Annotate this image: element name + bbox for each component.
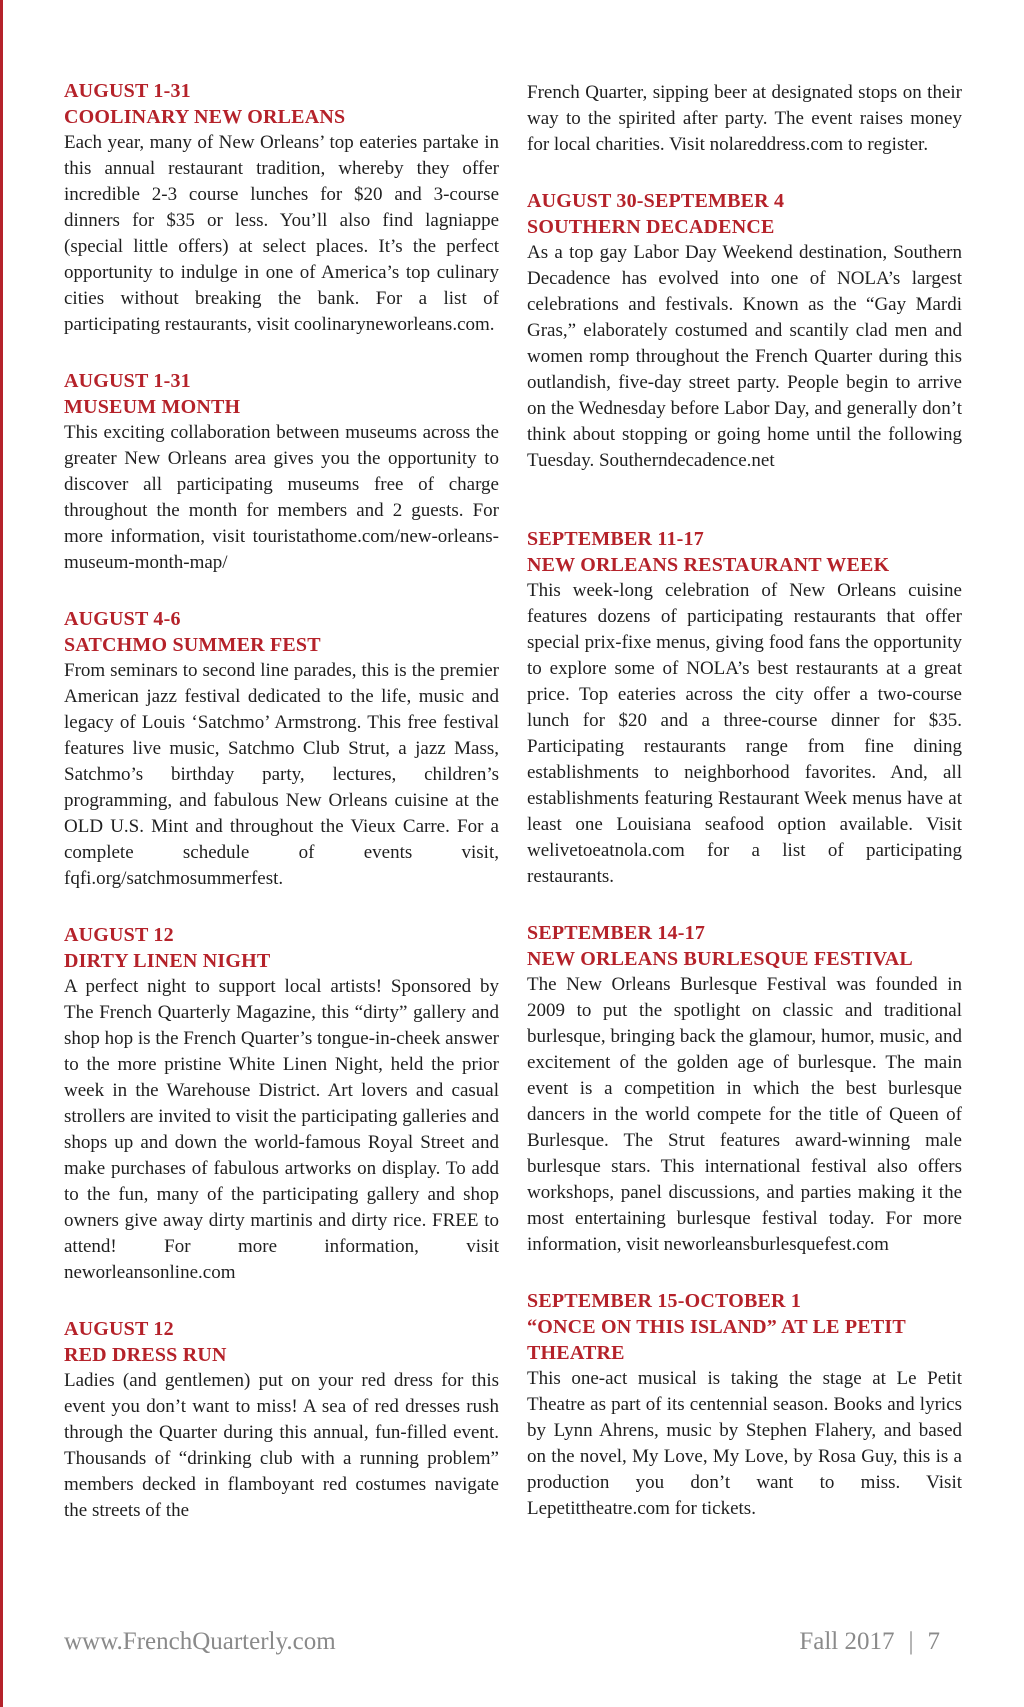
footer-issue-info <box>799 1628 940 1656</box>
event-date: AUGUST 12 <box>64 924 174 946</box>
event-restaurant-week <box>527 526 962 890</box>
event-date: AUGUST 4-6 <box>64 608 181 630</box>
page-edge-bar <box>0 0 3 1707</box>
event-title: “ONCE ON THIS ISLAND” AT LE PETIT THEATRE <box>527 1316 906 1364</box>
event-date: SEPTEMBER 11-17 <box>527 528 704 550</box>
event-date: AUGUST 30-SEPTEMBER 4 <box>527 190 785 212</box>
event-description: From seminars to second line parades, this is the premier American jazz festival dedicated to the life, music and legacy of Louis ‘Satchmo’ Armstrong. This free festival features live music, Satchmo Club Strut, a jazz Mass, Satchmo’s birthday party, lectures, children’s programming, and fabulous New Orleans cuisine at the OLD U.S. Mint and throughout the Vieux Carre. For a complete schedule of events visit, fqfi.org/satchmosummerfest. <box>64 660 499 889</box>
event-description: A perfect night to support local artists! Sponsored by The French Quarterly Magazine, this “dirty” gallery and shop hop is the French Quarter’s tongue-in-cheek answer to the more pristine White Linen Night, held the prior week in the Warehouse District. Art lovers and casual strollers are invited to visit the participating galleries and shops up and down the world-famous Royal Street and make purchases of fabulous artworks on display. To add to the fun, many of the participating gallery and shop owners give away dirty martinis and dirty rice. FREE to attend! For more information, visit neworleansonline.com <box>64 976 499 1283</box>
left-column <box>64 78 499 1554</box>
event-description: As a top gay Labor Day Weekend destination, Southern Decadence has evolved into one of NOLA’s largest celebrations and festivals. Known as the “Gay Mardi Gras,” elaborately costumed and scantily clad men and women romp throughout the French Quarter during this outlandish, five-day street party. People begin to arrive on the Wednesday before Labor Day, and generally don’t think about stopping or going home until the following Tuesday. Southerndecadence.net <box>527 242 962 471</box>
event-description: This exciting collaboration between museums across the greater New Orleans area gives you the opportunity to discover all participating museums free of charge throughout the month for members and 2 guests. For more information, visit touristathome.com/new-orleans-museum-month-map/ <box>64 422 499 573</box>
event-once-on-this-island <box>527 1288 962 1522</box>
event-date: AUGUST 12 <box>64 1318 174 1340</box>
event-red-dress-run <box>64 1316 499 1524</box>
footer-website: www.FrenchQuarterly.com <box>64 1628 336 1655</box>
event-coolinary <box>64 78 499 338</box>
footer-issue: Fall 2017 <box>799 1628 895 1655</box>
event-description: This one-act musical is taking the stage at Le Petit Theatre as part of its centennial season. Books and lyrics by Lynn Ahrens, music by Stephen Flahery, and based on the novel, My Love, My Love, by Rosa Guy, this is a production you don’t want to miss. Visit Lepetittheatre.com for tickets. <box>527 1368 962 1519</box>
event-date: AUGUST 1-31 <box>64 80 191 102</box>
event-red-dress-run-continued <box>527 80 962 158</box>
event-museum-month <box>64 368 499 576</box>
event-description: Each year, many of New Orleans’ top eateries partake in this annual restaurant tradition, whereby they offer incredible 2-3 course lunches for $20 and 3-course dinners for $35 or less. You’ll also find lagniappe (special little offers) at select places. It’s the perfect opportunity to indulge in one of America’s top culinary cities without breaking the bank. For a list of participating restaurants, visit coolinaryneworleans.com. <box>64 132 499 335</box>
event-date: SEPTEMBER 15-OCTOBER 1 <box>527 1290 802 1312</box>
event-title: NEW ORLEANS BURLESQUE FESTIVAL <box>527 948 913 970</box>
event-description: French Quarter, sipping beer at designated stops on their way to the spirited after party. The event raises money for local charities. Visit nolareddress.com to register. <box>527 82 962 155</box>
event-description: Ladies (and gentlemen) put on your red dress for this event you don’t want to miss! A sea of red dresses rush through the Quarter during this annual, fun-filled event. Thousands of “drinking club with a running problem” members decked in flamboyant red costumes navigate the streets of the <box>64 1370 499 1521</box>
event-burlesque-festival <box>527 920 962 1258</box>
event-description: The New Orleans Burlesque Festival was founded in 2009 to put the spotlight on classic and traditional burlesque, bringing back the glamour, humor, music, and excitement of the golden age of burlesque. The main event is a competition in which the best burlesque dancers in the world compete for the title of Queen of Burlesque. The Strut features award-winning male burlesque stars. This international festival also offers workshops, panel discussions, and parties making it the most entertaining burlesque festival today. For more information, visit neworleansburlesquefest.com <box>527 974 962 1255</box>
right-column <box>527 80 962 1552</box>
event-title: RED DRESS RUN <box>64 1344 227 1366</box>
event-southern-decadence <box>527 188 962 474</box>
event-title: SATCHMO SUMMER FEST <box>64 634 321 656</box>
event-title: DIRTY LINEN NIGHT <box>64 950 271 972</box>
footer-separator: | <box>908 1628 914 1655</box>
event-satchmo <box>64 606 499 892</box>
event-description: This week-long celebration of New Orleans cuisine features dozens of participating restaurants that offer special prix-fixe menus, giving food fans the opportunity to explore some of NOLA’s best restaurants at a great price. Top eateries across the city offer a two-course lunch for $20 and a three-course dinner for $35. Participating restaurants range from fine dining establishments to neighborhood favorites. And, all establishments featuring Restaurant Week menus have at least one Louisiana seafood option available. Visit welivetoeatnola.com for a list of participating restaurants. <box>527 580 962 887</box>
page-footer <box>64 1628 960 1662</box>
event-date: AUGUST 1-31 <box>64 370 191 392</box>
event-title: COOLINARY NEW ORLEANS <box>64 106 346 128</box>
event-title: MUSEUM MONTH <box>64 396 241 418</box>
event-date: SEPTEMBER 14-17 <box>527 922 706 944</box>
footer-page-number: 7 <box>927 1628 940 1655</box>
event-title: NEW ORLEANS RESTAURANT WEEK <box>527 554 890 576</box>
event-dirty-linen <box>64 922 499 1286</box>
event-title: SOUTHERN DECADENCE <box>527 216 775 238</box>
